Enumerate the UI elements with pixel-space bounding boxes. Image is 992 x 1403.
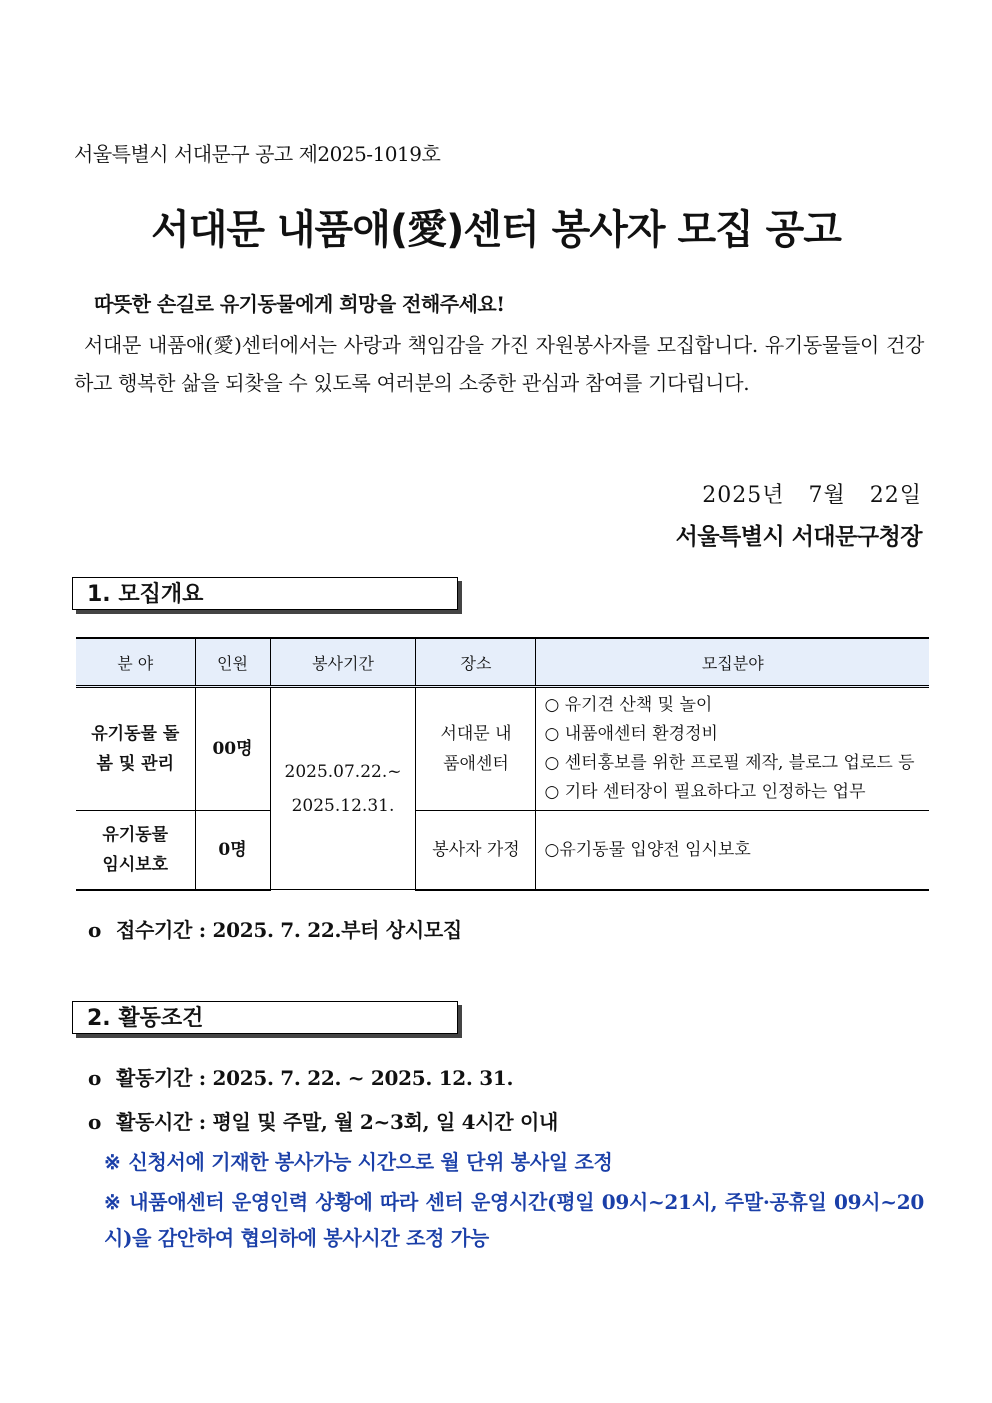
- table-row: [76, 811, 929, 890]
- notice-date: 2025년 7월 22일: [702, 483, 922, 508]
- place-cell: 봉사자 가정: [416, 811, 536, 890]
- header-field: 분 야: [76, 638, 195, 687]
- count-cell: 00명: [195, 687, 270, 811]
- table-header-row: [76, 638, 929, 687]
- bullet-icon: o: [88, 918, 102, 942]
- bullet-icon: o: [88, 1110, 102, 1134]
- header-count: 인원: [195, 638, 270, 687]
- field-cell: 유기동물 돌봄 및 관리: [76, 687, 195, 811]
- issuer: 서울특별시 서대문구청장: [675, 524, 922, 550]
- duties-cell: [536, 687, 929, 811]
- table-row: [76, 687, 929, 811]
- header-duties: 모집분야: [536, 638, 929, 687]
- duty-item: ○유기동물 입양전 임시보호: [544, 839, 751, 860]
- section-heading-overview: 1. 모집개요: [72, 577, 458, 610]
- note-text: 신청서에 기재한 봉사가능 시간으로 월 단위 봉사일 조정: [128, 1150, 613, 1174]
- application-period: [88, 914, 462, 943]
- slogan: 따뜻한 손길로 유기동물에게 희망을 전해주세요!: [94, 292, 505, 316]
- duty-item: ○ 센터홍보를 위한 프로필 제작, 블로그 업로드 등: [544, 753, 915, 773]
- activity-period-text: 활동기간 : 2025. 7. 22. ~ 2025. 12. 31.: [116, 1066, 514, 1090]
- header-place: 장소: [416, 638, 536, 687]
- duty-item: ○ 내품애센터 환경정비: [544, 724, 718, 744]
- intro-paragraph: 서대문 내품애(愛)센터에서는 사랑과 책임감을 가진 자원봉사자를 모집합니다. 유기동물들이 건강하고 행복한 삶을 되찾을 수 있도록 여러분의 소중한 관심과 참여를 기다립니다.: [74, 333, 924, 395]
- note-hours: [104, 1184, 924, 1256]
- activity-time: [88, 1106, 558, 1135]
- count-cell: 0명: [195, 811, 270, 890]
- note-schedule: [104, 1144, 924, 1180]
- note-text: 내품애센터 운영인력 상황에 따라 센터 운영시간(평일 09시~21시, 주말·공휴일 09시~20시)을 감안하여 협의하에 봉사시간 조정 가능: [104, 1190, 924, 1250]
- bullet-icon: o: [88, 1066, 102, 1090]
- duties-cell: [536, 811, 929, 890]
- notice-number: 서울특별시 서대문구 공고 제2025-1019호: [74, 142, 441, 166]
- application-period-text: 접수기간 : 2025. 7. 22.부터 상시모집: [116, 918, 462, 942]
- duty-item: ○ 유기견 산책 및 놀이: [544, 695, 713, 715]
- field-cell: 유기동물 임시보호: [76, 811, 195, 890]
- period-cell: 2025.07.22.~ 2025.12.31.: [270, 687, 416, 890]
- activity-period: [88, 1062, 513, 1091]
- activity-time-text: 활동시간 : 평일 및 주말, 월 2~3회, 일 4시간 이내: [116, 1110, 559, 1134]
- reference-mark-icon: ※: [104, 1150, 121, 1174]
- section-heading-conditions: 2. 활동조건: [72, 1001, 458, 1034]
- header-period: 봉사기간: [270, 638, 416, 687]
- duty-item: ○ 기타 센터장이 필요하다고 인정하는 업무: [544, 782, 866, 802]
- place-cell: 서대문 내품애센터: [416, 687, 536, 811]
- page-title: 서대문 내품애(愛)센터 봉사자 모집 공고: [151, 207, 841, 253]
- reference-mark-icon: ※: [104, 1190, 122, 1214]
- recruitment-table: [76, 637, 929, 891]
